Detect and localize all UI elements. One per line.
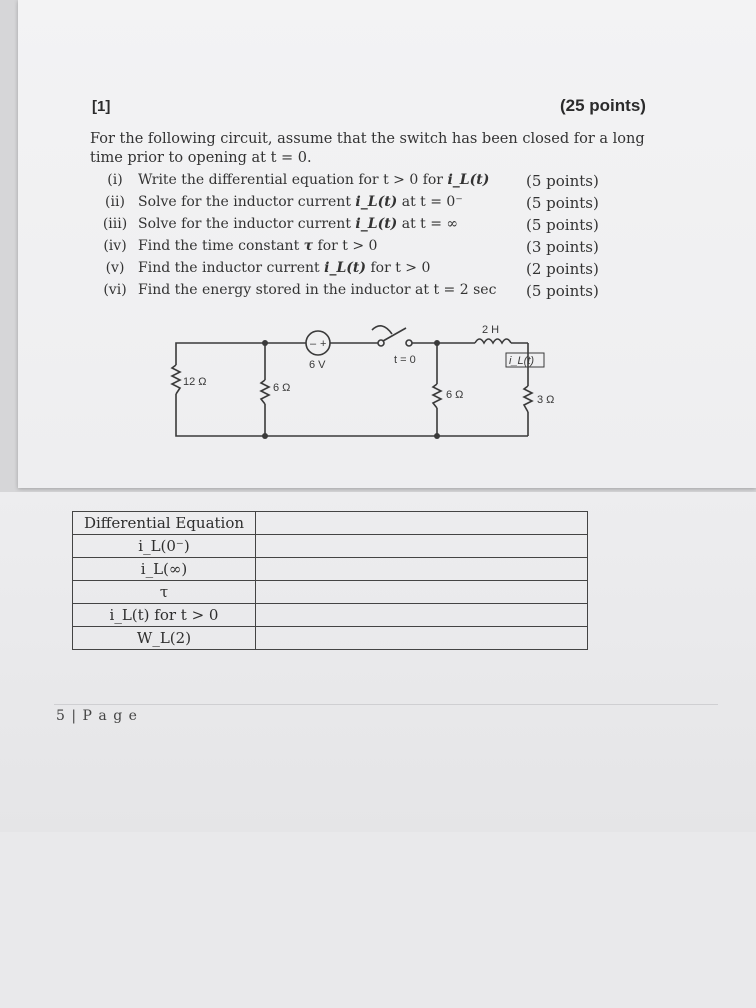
item-text-tail: at t = 0⁻	[397, 194, 463, 210]
item-text-tail: for t > 0	[366, 260, 431, 276]
item-points: (3 points)	[526, 238, 599, 256]
answer-table	[72, 511, 588, 650]
wire-top-left	[176, 343, 306, 365]
answer-cell[interactable]	[256, 512, 588, 535]
node-top-b	[434, 340, 440, 346]
page-footer: 5 | P a g e	[56, 708, 138, 724]
footer-divider	[54, 704, 718, 705]
r1-label: 12 Ω	[183, 376, 207, 388]
wire-bottom	[176, 394, 528, 436]
r4-label: 3 Ω	[537, 394, 555, 406]
resistor-3-ohm-symbol	[524, 386, 532, 412]
item-number: (iii)	[102, 216, 128, 232]
switch-arm	[383, 328, 406, 341]
problem-intro: For the following circuit, assume that the switch has been closed for a long time prior to opening at t = 0.	[90, 131, 645, 166]
item-text-tail: for t > 0	[313, 238, 378, 254]
item-text: Find the time constant	[138, 238, 304, 254]
item-points: (5 points)	[526, 282, 599, 300]
answer-label: τ	[73, 581, 256, 604]
item-math: i_L(t)	[355, 194, 398, 210]
item-text: Solve for the inductor current	[138, 194, 356, 210]
question-number: [1]	[92, 98, 111, 115]
item-math: i_L(t)	[447, 172, 490, 188]
answer-cell[interactable]	[256, 604, 588, 627]
node-bottom-a	[262, 433, 268, 439]
inductor-label: 2 H	[482, 324, 500, 336]
answer-label: W_L(2)	[73, 627, 256, 650]
answer-label: i_L(0⁻)	[73, 535, 256, 558]
answer-label: Differential Equation	[73, 512, 256, 535]
item-math: i_L(t)	[324, 260, 367, 276]
answer-row	[73, 535, 588, 558]
item-points: (5 points)	[526, 194, 599, 212]
question-points: (25 points)	[560, 96, 646, 115]
item-math: i_L(t)	[355, 216, 398, 232]
answer-row	[73, 581, 588, 604]
answer-cell[interactable]	[256, 581, 588, 604]
answer-label: i_L(∞)	[73, 558, 256, 581]
item-text: Find the energy stored in the inductor at t = 2 sec	[138, 282, 497, 298]
answer-row	[73, 604, 588, 627]
item-number: (i)	[107, 172, 123, 188]
source-label: 6 V	[309, 359, 326, 371]
answer-row	[73, 627, 588, 650]
answer-cell[interactable]	[256, 535, 588, 558]
switch-terminal-b	[406, 340, 412, 346]
r3-label: 6 Ω	[446, 389, 464, 401]
item-number: (ii)	[105, 194, 125, 210]
item-points: (5 points)	[526, 172, 599, 190]
answer-cell[interactable]	[256, 627, 588, 650]
item-points: (2 points)	[526, 260, 599, 278]
resistor-6-ohm-a-symbol	[261, 380, 269, 404]
item-text: Solve for the inductor current	[138, 216, 356, 232]
switch-arc	[372, 326, 392, 334]
switch-label: t = 0	[394, 354, 416, 366]
source-plus-sign: +	[320, 338, 327, 350]
inductor-symbol	[475, 339, 511, 343]
item-number: (iv)	[103, 238, 127, 254]
item-text-tail: at t = ∞	[397, 216, 459, 232]
source-minus-sign: –	[310, 338, 317, 350]
item-text: Write the differential equation for t > 0 for	[138, 172, 448, 188]
node-bottom-b	[434, 433, 440, 439]
current-label: i_L(t)	[509, 355, 535, 367]
answer-row	[73, 558, 588, 581]
answer-row	[73, 512, 588, 535]
answer-cell[interactable]	[256, 558, 588, 581]
node-top-a	[262, 340, 268, 346]
resistor-12-ohm-symbol	[172, 365, 180, 394]
resistor-6-ohm-b-symbol	[433, 384, 441, 408]
answer-label: i_L(t) for t > 0	[73, 604, 256, 627]
item-number: (v)	[105, 260, 125, 276]
item-text: Find the inductor current	[138, 260, 325, 276]
item-number: (vi)	[103, 282, 127, 298]
item-math: τ	[303, 238, 314, 254]
r2-label: 6 Ω	[273, 382, 291, 394]
item-points: (5 points)	[526, 216, 599, 234]
